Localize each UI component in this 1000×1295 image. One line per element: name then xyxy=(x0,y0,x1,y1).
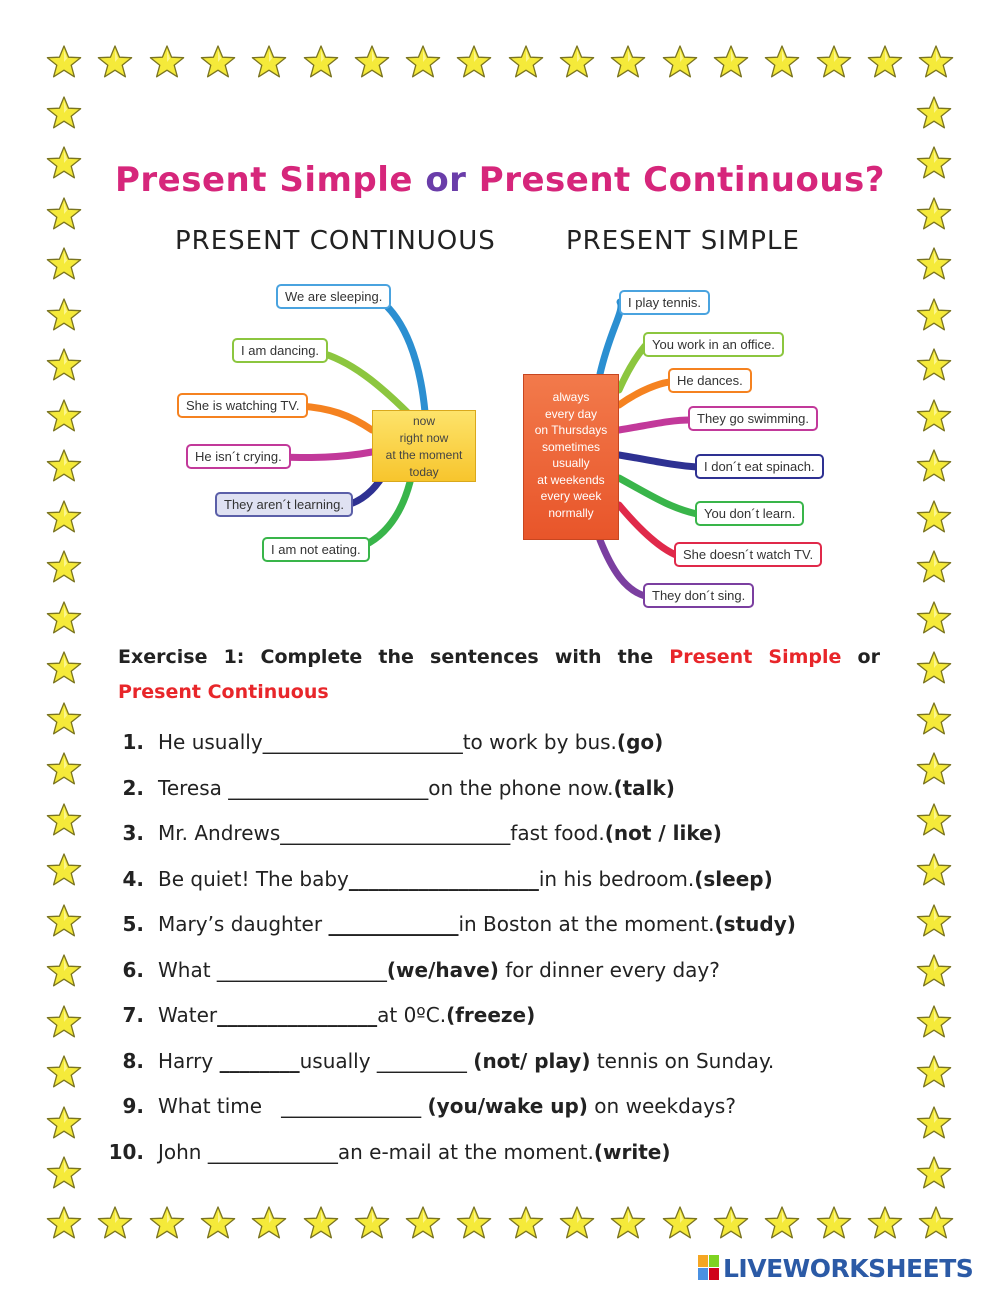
star-icon xyxy=(354,44,390,80)
star-icon xyxy=(867,1205,903,1241)
star-icon xyxy=(46,196,82,232)
liveworksheets-logo-icon xyxy=(698,1255,720,1281)
star-icon xyxy=(46,1054,82,1090)
num: 7. xyxy=(122,1003,144,1027)
star-icon xyxy=(149,1205,185,1241)
star-icon xyxy=(46,448,82,484)
simple-example: I play tennis. xyxy=(619,290,710,315)
star-icon xyxy=(916,600,952,636)
simple-time-expressions: always every day on Thursdays sometimes usually at weekends every week normally xyxy=(523,374,619,540)
star-icon xyxy=(405,44,441,80)
num: 4. xyxy=(122,866,144,891)
num: 2. xyxy=(122,775,144,800)
star-icon xyxy=(610,1205,646,1241)
star-icon xyxy=(916,650,952,686)
star-icon xyxy=(46,650,82,686)
worksheet-title: Present Simple or Present Continuous? xyxy=(115,160,885,200)
num: 1. xyxy=(122,730,144,754)
star-icon xyxy=(816,44,852,80)
exercise-item xyxy=(100,1003,535,1027)
star-icon xyxy=(46,44,82,80)
star-icon xyxy=(916,549,952,585)
star-icon xyxy=(46,95,82,131)
star-icon xyxy=(916,701,952,737)
star-icon xyxy=(46,297,82,333)
sentence-text: fast food. xyxy=(510,821,605,845)
exercise-item xyxy=(100,730,663,754)
sentence-text: tennis on Sunday. xyxy=(590,1048,775,1073)
star-icon xyxy=(559,44,595,80)
star-icon xyxy=(764,1205,800,1241)
star-icon xyxy=(251,1205,287,1241)
star-icon xyxy=(456,1205,492,1241)
num: 8. xyxy=(122,1048,144,1073)
sentence-text: on the phone now. xyxy=(428,775,614,800)
star-icon xyxy=(916,95,952,131)
sentence-text: Mary’s daughter xyxy=(158,912,329,936)
sentence-text: What xyxy=(158,957,217,982)
verb-hint: (you/wake up) xyxy=(427,1094,588,1118)
answer-blank[interactable]: ________ xyxy=(219,1048,300,1073)
num: 6. xyxy=(122,957,144,982)
star-icon xyxy=(916,852,952,888)
star-icon xyxy=(46,852,82,888)
star-icon xyxy=(46,1155,82,1191)
star-icon xyxy=(916,751,952,787)
star-icon xyxy=(303,44,339,80)
answer-blank[interactable]: _________________ xyxy=(216,957,387,982)
sentence-text: for dinner every day? xyxy=(498,957,720,982)
star-icon xyxy=(918,44,954,80)
sentence-text: Be quiet! The baby xyxy=(158,866,349,891)
simple-example: They don´t sing. xyxy=(643,583,754,608)
star-icon xyxy=(916,246,952,282)
verb-hint: (not/ play) xyxy=(473,1048,591,1073)
star-icon xyxy=(508,44,544,80)
sentence-text: John xyxy=(158,1139,208,1164)
sentence-text: Teresa xyxy=(158,775,229,800)
sentence-text: What time xyxy=(158,1094,282,1118)
star-icon xyxy=(916,448,952,484)
exercise-item xyxy=(100,821,722,845)
heading-present-simple: PRESENT SIMPLE xyxy=(566,226,800,256)
num: 3. xyxy=(122,821,144,845)
continuous-example: They aren´t learning. xyxy=(215,492,353,517)
continuous-example: I am dancing. xyxy=(232,338,328,363)
exercise-item xyxy=(100,776,675,800)
exercise-item xyxy=(100,958,720,982)
sentence-text: on weekdays? xyxy=(587,1094,736,1118)
answer-blank[interactable]: ________________ xyxy=(217,1003,378,1027)
simple-example: I don´t eat spinach. xyxy=(695,454,824,479)
answer-blank[interactable]: ___________________ xyxy=(348,866,539,891)
answer-blank[interactable]: ____________________ xyxy=(228,775,429,800)
sentence-text: Mr. Andrews xyxy=(158,821,281,845)
star-icon xyxy=(918,1205,954,1241)
star-icon xyxy=(456,44,492,80)
verb-hint: (freeze) xyxy=(446,1003,536,1027)
verb-hint: (talk) xyxy=(613,775,675,800)
sentence-text: usually _________ xyxy=(299,1048,474,1073)
exercise-item xyxy=(100,1049,774,1073)
verb-hint: (go) xyxy=(616,730,664,754)
star-icon xyxy=(764,44,800,80)
answer-blank[interactable]: _______________________ xyxy=(280,821,511,845)
simple-example: She doesn´t watch TV. xyxy=(674,542,822,567)
star-icon xyxy=(46,903,82,939)
star-icon xyxy=(559,1205,595,1241)
continuous-example: I am not eating. xyxy=(262,537,370,562)
continuous-example: He isn´t crying. xyxy=(186,444,291,469)
heading-present-continuous: PRESENT CONTINUOUS xyxy=(175,226,496,256)
verb-hint: (we/have) xyxy=(386,957,499,982)
continuous-time-expressions: now right now at the moment today xyxy=(372,410,476,482)
star-icon xyxy=(662,1205,698,1241)
star-icon xyxy=(916,1155,952,1191)
star-icon xyxy=(610,44,646,80)
star-icon xyxy=(713,44,749,80)
star-icon xyxy=(816,1205,852,1241)
sentence-text: in Boston at the moment. xyxy=(458,912,715,936)
sentence-text: at 0ºC. xyxy=(377,1003,447,1027)
star-icon xyxy=(916,398,952,434)
star-icon xyxy=(713,1205,749,1241)
star-icon xyxy=(46,246,82,282)
star-icon xyxy=(46,751,82,787)
star-icon xyxy=(97,1205,133,1241)
exercise-instructions: Exercise 1: Complete the sentences with the Present Simple or Present Continuous xyxy=(118,646,880,703)
answer-blank[interactable]: ______________ xyxy=(281,1094,422,1118)
star-icon xyxy=(916,953,952,989)
liveworksheets-logo xyxy=(698,1253,973,1283)
star-icon xyxy=(916,499,952,535)
exercise-item xyxy=(100,1140,671,1164)
star-icon xyxy=(46,1004,82,1040)
star-icon xyxy=(46,398,82,434)
star-icon xyxy=(916,1004,952,1040)
exercise-item xyxy=(100,1094,736,1118)
sentence-text: He usually xyxy=(158,730,263,754)
star-icon xyxy=(46,600,82,636)
star-icon xyxy=(508,1205,544,1241)
continuous-example: We are sleeping. xyxy=(276,284,391,309)
star-icon xyxy=(916,1105,952,1141)
star-icon xyxy=(405,1205,441,1241)
verb-hint: (study) xyxy=(714,912,796,936)
num: 10. xyxy=(108,1139,144,1164)
sentence-text: to work by bus. xyxy=(462,730,617,754)
sentence-text: an e-mail at the moment. xyxy=(337,1139,594,1164)
simple-example: You work in an office. xyxy=(643,332,784,357)
star-icon xyxy=(916,347,952,383)
star-icon xyxy=(662,44,698,80)
star-icon xyxy=(354,1205,390,1241)
star-icon xyxy=(916,903,952,939)
answer-blank[interactable]: _____________ xyxy=(328,912,459,936)
verb-hint: (write) xyxy=(593,1139,671,1164)
continuous-example: She is watching TV. xyxy=(177,393,308,418)
sentence-text: in his bedroom. xyxy=(538,866,695,891)
sentence-text: Harry xyxy=(158,1048,220,1073)
star-icon xyxy=(46,499,82,535)
logo-text: LIVEWORKSHEETS xyxy=(723,1253,974,1283)
answer-blank[interactable]: _____________ xyxy=(207,1139,338,1164)
answer-blank[interactable]: ____________________ xyxy=(262,730,463,754)
star-icon xyxy=(46,1105,82,1141)
star-icon xyxy=(46,347,82,383)
star-icon xyxy=(303,1205,339,1241)
verb-hint: (not / like) xyxy=(604,821,722,845)
star-icon xyxy=(916,297,952,333)
star-icon xyxy=(46,953,82,989)
star-icon xyxy=(46,701,82,737)
star-icon xyxy=(149,44,185,80)
star-icon xyxy=(200,1205,236,1241)
star-icon xyxy=(46,549,82,585)
num: 5. xyxy=(122,912,144,936)
verb-hint: (sleep) xyxy=(694,866,773,891)
star-icon xyxy=(46,802,82,838)
star-icon xyxy=(867,44,903,80)
simple-example: They go swimming. xyxy=(688,406,818,431)
star-icon xyxy=(916,1054,952,1090)
star-icon xyxy=(251,44,287,80)
simple-example: He dances. xyxy=(668,368,752,393)
simple-example: You don´t learn. xyxy=(695,501,804,526)
star-icon xyxy=(916,802,952,838)
star-icon xyxy=(97,44,133,80)
star-icon xyxy=(916,196,952,232)
num: 9. xyxy=(122,1094,144,1118)
star-icon xyxy=(200,44,236,80)
sentence-text: Water xyxy=(158,1003,218,1027)
star-icon xyxy=(46,1205,82,1241)
exercise-item xyxy=(100,912,796,936)
exercise-item xyxy=(100,867,773,891)
